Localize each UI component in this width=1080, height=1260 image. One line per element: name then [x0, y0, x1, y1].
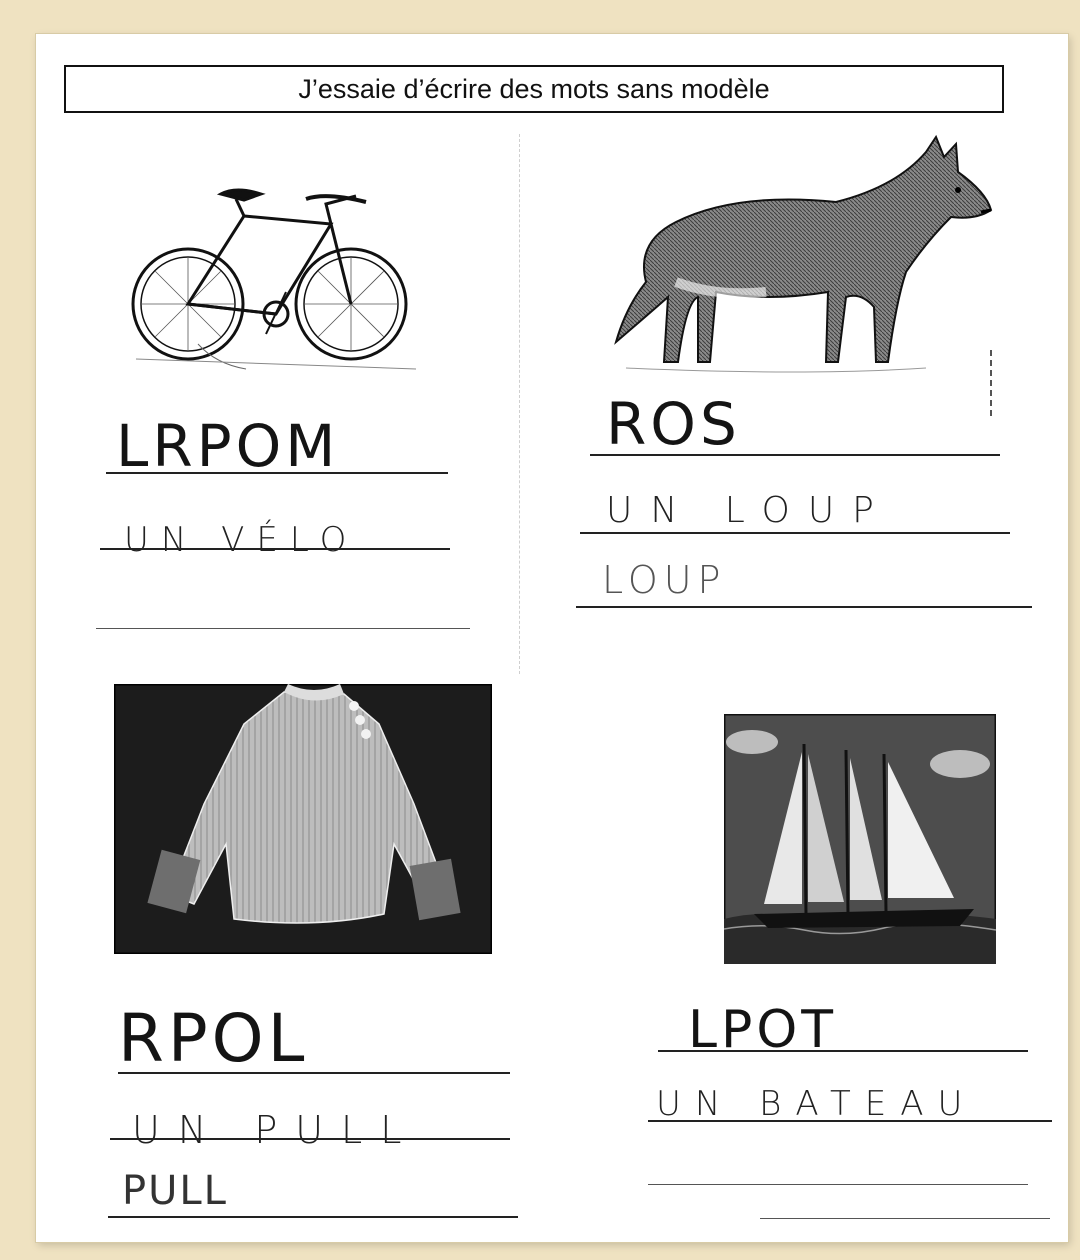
attempt-word: RPOL: [118, 1000, 309, 1077]
writing-line: [648, 1120, 1052, 1122]
correction-word: UN BATEAU: [656, 1084, 977, 1124]
writing-line: [590, 454, 1000, 456]
writing-line: [108, 1216, 518, 1218]
writing-line: [648, 1184, 1028, 1185]
writing-line: [106, 472, 448, 474]
writing-line: [100, 548, 450, 550]
writing-line: [576, 606, 1032, 608]
sweater-photo: [114, 684, 492, 954]
wolf-drawing: [606, 132, 996, 382]
correction-word: UN PULL: [132, 1108, 420, 1152]
copied-word: PULL: [122, 1168, 228, 1214]
bicycle-drawing: [126, 164, 426, 384]
correction-word: UN VÉLO: [124, 520, 359, 560]
writing-line: [118, 1072, 510, 1074]
attempt-word: LPOT: [688, 1000, 838, 1060]
correction-word: UN LOUP: [606, 490, 892, 531]
writing-line: [96, 628, 470, 629]
sailboat-photo: [724, 714, 996, 964]
writing-line: [658, 1050, 1028, 1052]
column-divider: [519, 134, 520, 674]
writing-line: [760, 1218, 1050, 1219]
attempt-word: LRPOM: [116, 412, 340, 480]
copied-word: LOUP: [602, 558, 727, 602]
writing-line: [580, 532, 1010, 534]
writing-line: [110, 1138, 510, 1140]
picture-frame-mark: [990, 350, 992, 416]
worksheet-title: J’essaie d’écrire des mots sans modèle: [64, 65, 1004, 113]
attempt-word: ROS: [606, 390, 741, 458]
worksheet-page: [36, 34, 1068, 1242]
